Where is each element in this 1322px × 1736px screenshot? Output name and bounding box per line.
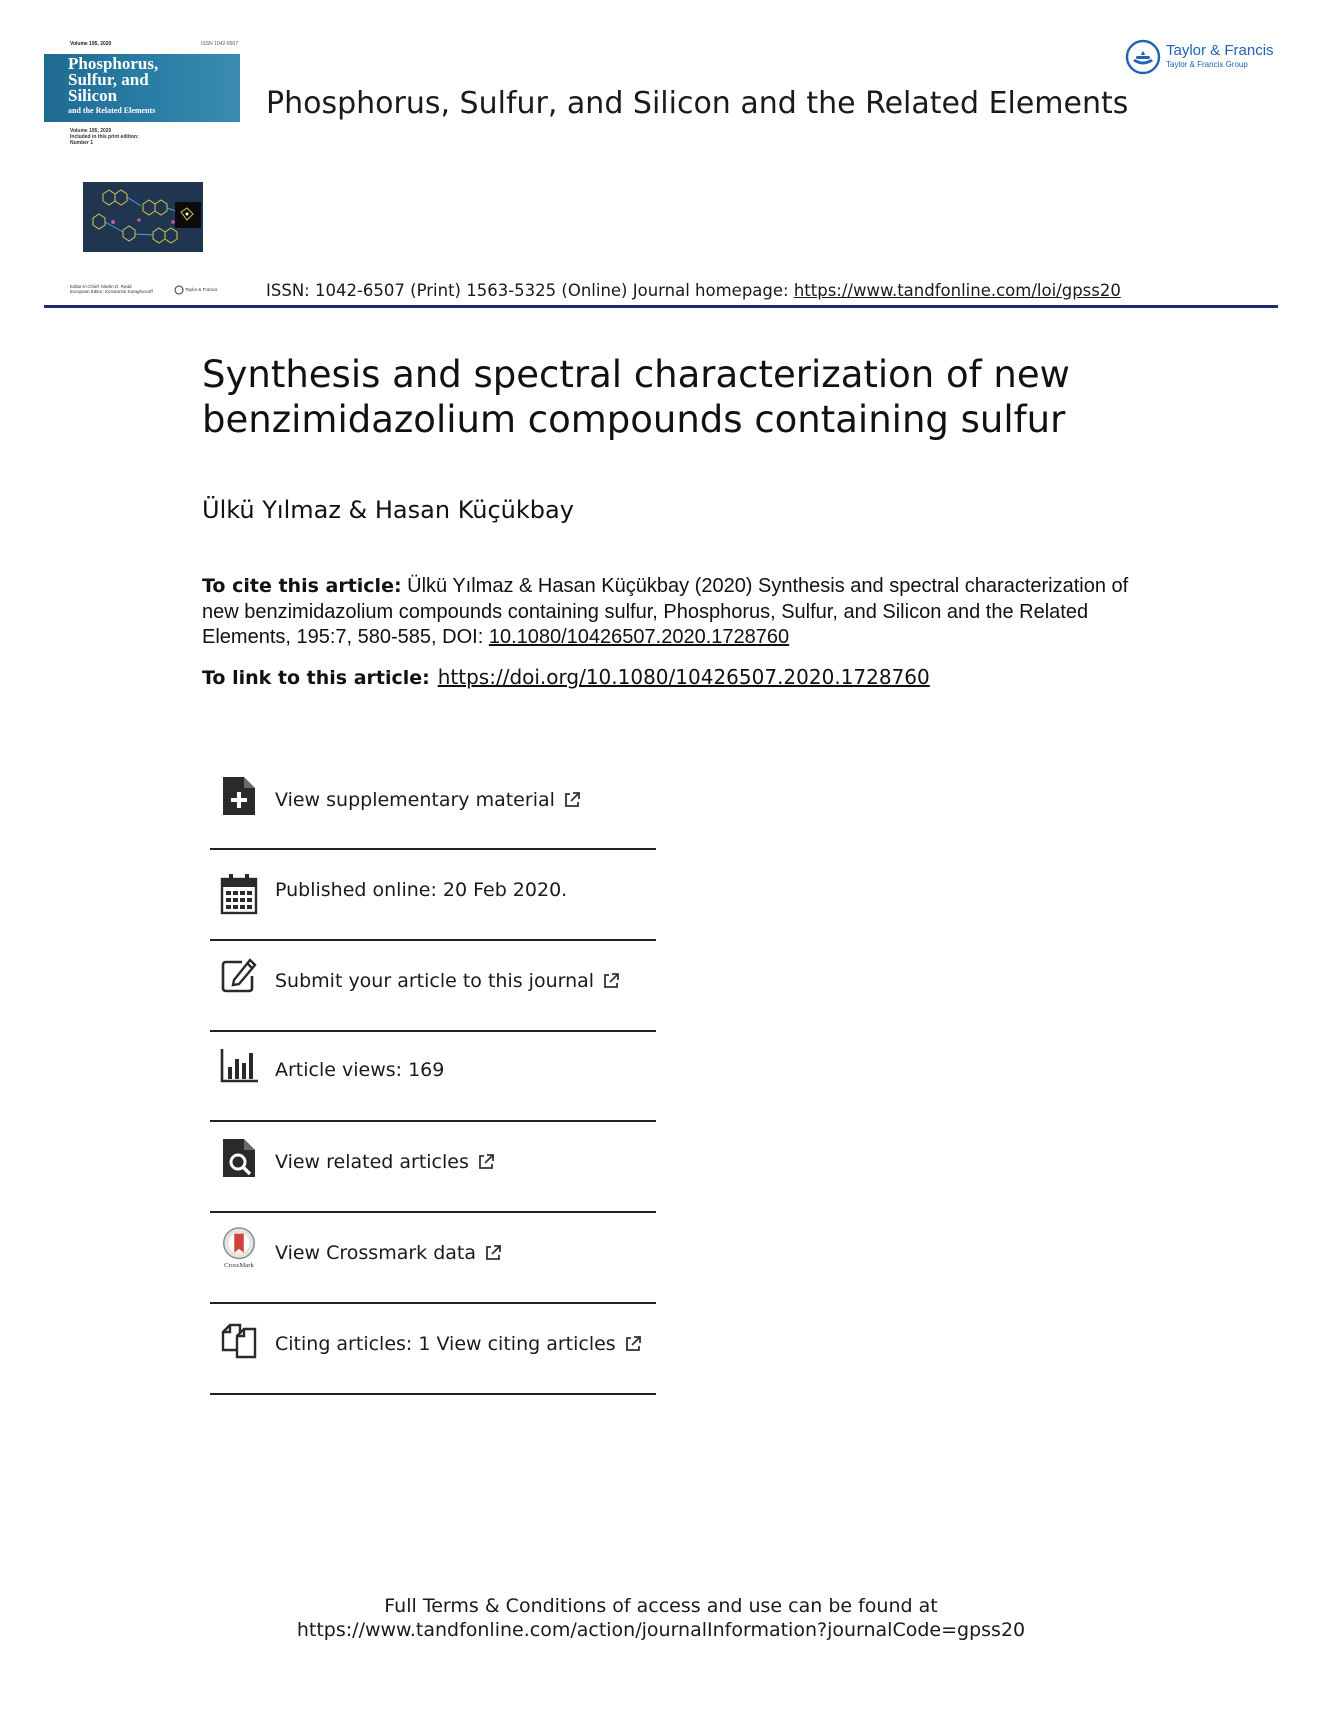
add-file-icon — [220, 775, 258, 817]
crossmark-icon-text: CrossMark — [224, 1262, 254, 1268]
calendar-icon — [220, 873, 258, 915]
citation-text: Ülkü Yılmaz & Hasan Küçükbay (2020) Synthesis and spectral characterization of new benzimidazolium compounds containing sulfur, Phosphorus, Sulfur, and Silicon and the Related Elements, 195:7, 580-585, DOI: — [202, 575, 1129, 648]
external-link-icon — [477, 1153, 495, 1171]
info-item-crossmark[interactable] — [210, 1213, 656, 1304]
cover-publisher-icon — [174, 285, 184, 295]
info-item-submit[interactable] — [210, 941, 656, 1032]
citation-doi-link[interactable]: 10.1080/10426507.2020.1728760 — [488, 626, 790, 648]
cover-artwork — [83, 182, 203, 252]
info-label — [275, 1059, 444, 1081]
info-label — [275, 1242, 502, 1264]
info-label — [275, 879, 567, 901]
bar-chart-icon — [220, 1045, 258, 1087]
publisher-name: Taylor & Francis — [1166, 42, 1274, 59]
external-link-icon — [484, 1244, 502, 1262]
publisher-group: Taylor & Francis Group — [1166, 60, 1248, 69]
journal-title: Phosphorus, Sulfur, and Silicon and the Related Elements — [266, 86, 1129, 121]
article-doi-url[interactable]: https://doi.org/10.1080/10426507.2020.1728760 — [437, 665, 930, 689]
cover-title-band — [44, 54, 240, 122]
article-info-list — [210, 760, 656, 1395]
external-link-icon — [563, 791, 581, 809]
edit-icon — [220, 954, 258, 996]
info-item-views — [210, 1032, 656, 1122]
publisher-logo[interactable] — [1124, 38, 1284, 78]
journal-cover — [44, 38, 240, 296]
molecule-artwork-icon — [83, 182, 203, 252]
cover-editors: Editor-in-Chief: Martin D. Redd European Editor: Konstantin Karaghiosoff — [70, 284, 153, 294]
info-item-text: View Crossmark data — [275, 1242, 477, 1264]
terms-footer — [0, 1594, 1322, 1642]
info-item-text: View related articles — [275, 1151, 469, 1173]
article-link-line — [202, 665, 930, 689]
info-item-text: Article views: 169 — [275, 1059, 445, 1081]
citation-lead: To cite this article: — [202, 575, 402, 597]
publisher-lamp-icon — [1124, 38, 1162, 76]
citation-block — [202, 574, 1142, 651]
search-document-icon — [220, 1137, 258, 1179]
info-item-supplementary[interactable] — [210, 760, 656, 850]
cover-title: Phosphorus, Sulfur, and Silicon — [68, 54, 159, 105]
info-item-text: Citing articles: 1 View citing articles — [275, 1333, 616, 1355]
cover-volume-block: Volume 195, 2020 Included in this print edition: Number 1 — [70, 128, 139, 146]
terms-line: Full Terms & Conditions of access and use can be found at — [384, 1595, 938, 1617]
info-label — [275, 1151, 495, 1173]
issn-text: ISSN: 1042-6507 (Print) 1563-5325 (Online) Journal homepage: — [266, 281, 794, 300]
info-label — [275, 970, 620, 992]
cover-subtitle: and the Related Elements — [68, 106, 156, 115]
info-item-text: Published online: 20 Feb 2020. — [275, 879, 568, 901]
crossmark-icon — [220, 1226, 258, 1268]
external-link-icon — [624, 1335, 642, 1353]
info-item-text: Submit your article to this journal — [275, 970, 595, 992]
journal-homepage-link[interactable]: https://www.tandfonline.com/loi/gpss20 — [793, 281, 1121, 300]
cover-publisher-logo — [174, 285, 217, 295]
article-link-lead: To link to this article: — [202, 667, 430, 689]
citing-articles-icon — [220, 1318, 258, 1360]
info-item-related[interactable] — [210, 1122, 656, 1213]
external-link-icon — [602, 972, 620, 990]
article-title: Synthesis and spectral characterization of new benzimidazolium compounds containing sulfur — [202, 353, 1070, 441]
info-label — [275, 1333, 642, 1355]
cover-issn: ISSN 1042-6507 — [201, 41, 238, 47]
info-item-citing[interactable] — [210, 1304, 656, 1395]
issn-line — [266, 281, 1121, 300]
cover-volume-top: Volume 195, 2020 — [70, 41, 112, 47]
info-item-published — [210, 850, 656, 941]
cover-publisher-name: Taylor & Francis — [185, 287, 218, 293]
cover-top-strip — [44, 38, 240, 52]
header-divider — [44, 305, 1278, 308]
info-item-text: View supplementary material — [275, 789, 555, 811]
article-authors: Ülkü Yılmaz & Hasan Küçükbay — [202, 496, 574, 524]
info-label — [275, 789, 581, 811]
terms-url[interactable]: https://www.tandfonline.com/action/journalInformation?journalCode=gpss20 — [296, 1619, 1026, 1641]
